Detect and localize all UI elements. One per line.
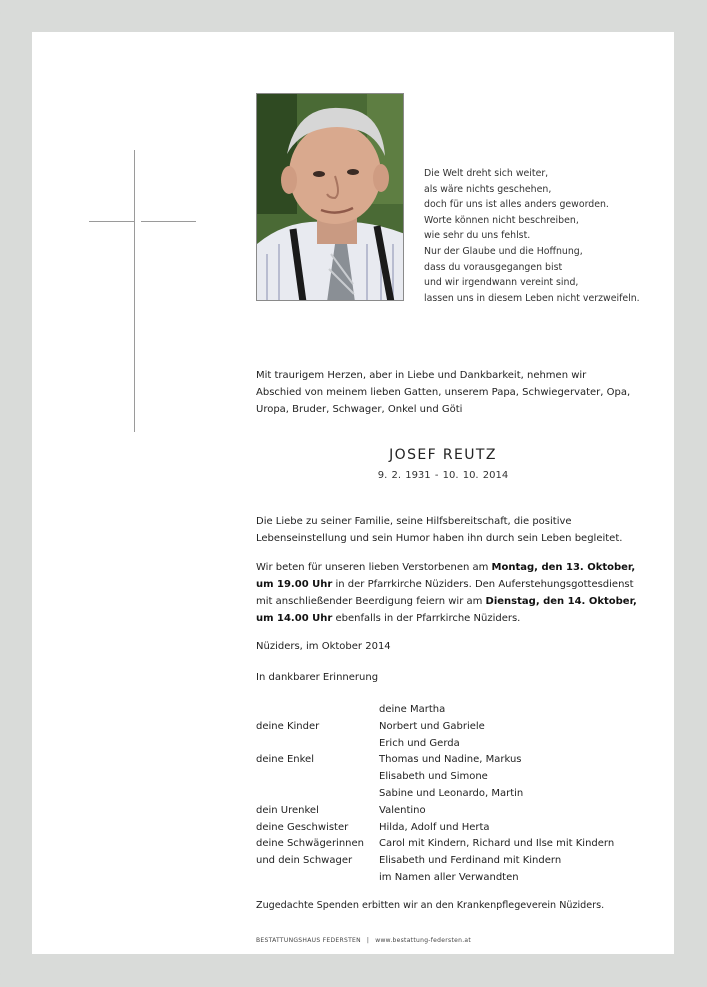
family-names: deine Martha (379, 704, 446, 715)
poem-line: und wir irgendwann vereint sind, (424, 277, 579, 289)
service-text: in der Pfarrkirche Nüziders. Den Auferstehungsgottesdienst (332, 579, 634, 590)
family-row (256, 769, 656, 786)
family-names: im Namen aller Verwandten (379, 871, 519, 883)
portrait-illustration (257, 94, 404, 301)
tribute-paragraph (256, 513, 656, 547)
family-row (256, 836, 656, 853)
family-list (256, 702, 656, 887)
relation: deine Enkel (256, 754, 314, 766)
family-names: Norbert und Gabriele (379, 720, 485, 732)
place-date: Nüziders, im Oktober 2014 (256, 641, 391, 652)
intro-line: Mit traurigem Herzen, aber in Liebe und Dankbarkeit, nehmen wir (256, 370, 587, 381)
prayer-date: Montag, den 13. Oktober, (491, 562, 636, 573)
poem-line: dass du vorausgegangen bist (424, 261, 563, 273)
family-names: Hilda, Adolf und Herta (379, 821, 490, 833)
relation: deine Geschwister (256, 821, 349, 833)
prayer-time: um 19.00 Uhr (256, 579, 333, 590)
footer (256, 937, 471, 944)
relation: deine Kinder (256, 720, 320, 732)
funeral-home-website[interactable]: www.bestattung-federsten.at (375, 937, 472, 944)
poem-line: als wäre nichts geschehen, (424, 183, 552, 195)
intro-text (256, 367, 656, 418)
family-row (256, 803, 656, 820)
intro-line: Abschied von meinem lieben Gatten, unserem Papa, Schwiegervater, Opa, (256, 387, 631, 398)
family-names: Carol mit Kindern, Richard und Ilse mit Kindern (379, 838, 615, 850)
family-names: Elisabeth und Ferdinand mit Kindern (379, 855, 562, 867)
family-names: Elisabeth und Simone (379, 771, 488, 783)
family-row (256, 820, 656, 837)
family-names: Sabine und Leonardo, Martin (379, 787, 524, 799)
poem-line: Die Welt dreht sich weiter, (424, 168, 549, 179)
service-text: ebenfalls in der Pfarrkirche Nüziders. (332, 613, 521, 624)
life-dates: 9. 2. 1931 - 10. 10. 2014 (377, 470, 509, 481)
service-paragraph (256, 559, 656, 627)
poem-line: doch für uns ist alles anders geworden. (424, 199, 609, 211)
cross-arm-right (141, 221, 196, 222)
poem-line: Nur der Glaube und die Hoffnung, (424, 245, 583, 257)
intro-line: Uropa, Bruder, Schwager, Onkel und Göti (256, 404, 463, 415)
family-row (256, 752, 656, 769)
family-row (256, 736, 656, 753)
family-row (256, 702, 656, 719)
cross-icon (134, 150, 135, 432)
poem-line: lassen uns in diesem Leben nicht verzweifeln. (424, 292, 640, 304)
funeral-date: Dienstag, den 14. Oktober, (485, 596, 637, 607)
poem-line: Worte können nicht beschreiben, (424, 214, 579, 226)
service-text: Wir beten für unseren lieben Verstorbenen am (256, 562, 492, 573)
funeral-home-name: BESTATTUNGSHAUS FEDERSTEN (256, 937, 361, 944)
footer-separator: | (366, 937, 370, 944)
poem-line: wie sehr du uns fehlst. (424, 230, 531, 242)
relation: dein Urenkel (256, 804, 319, 816)
relation: deine Schwägerinnen (256, 838, 364, 850)
family-row (256, 853, 656, 870)
family-row (256, 719, 656, 736)
tribute-line: Lebenseinstellung und sein Humor haben ihn durch sein Leben begleitet. (256, 533, 623, 544)
donation-note: Zugedachte Spenden erbitten wir an den Krankenpflegeverein Nüziders. (256, 900, 605, 911)
cross-arm-left (89, 221, 134, 222)
deceased-name: JOSEF REUTZ (389, 447, 497, 463)
poem (424, 166, 654, 306)
memory-line: In dankbarer Erinnerung (256, 672, 379, 683)
family-row (256, 786, 656, 803)
family-row (256, 870, 656, 887)
portrait-photo (256, 93, 404, 301)
family-names: Valentino (379, 804, 426, 816)
relation: und dein Schwager (256, 855, 353, 867)
service-text: mit anschließender Beerdigung feiern wir am (256, 596, 486, 607)
funeral-time: um 14.00 Uhr (256, 613, 333, 624)
family-names: Thomas und Nadine, Markus (379, 754, 522, 766)
family-names: Erich und Gerda (379, 737, 460, 749)
tribute-line: Die Liebe zu seiner Familie, seine Hilfsbereitschaft, die positive (256, 516, 572, 527)
